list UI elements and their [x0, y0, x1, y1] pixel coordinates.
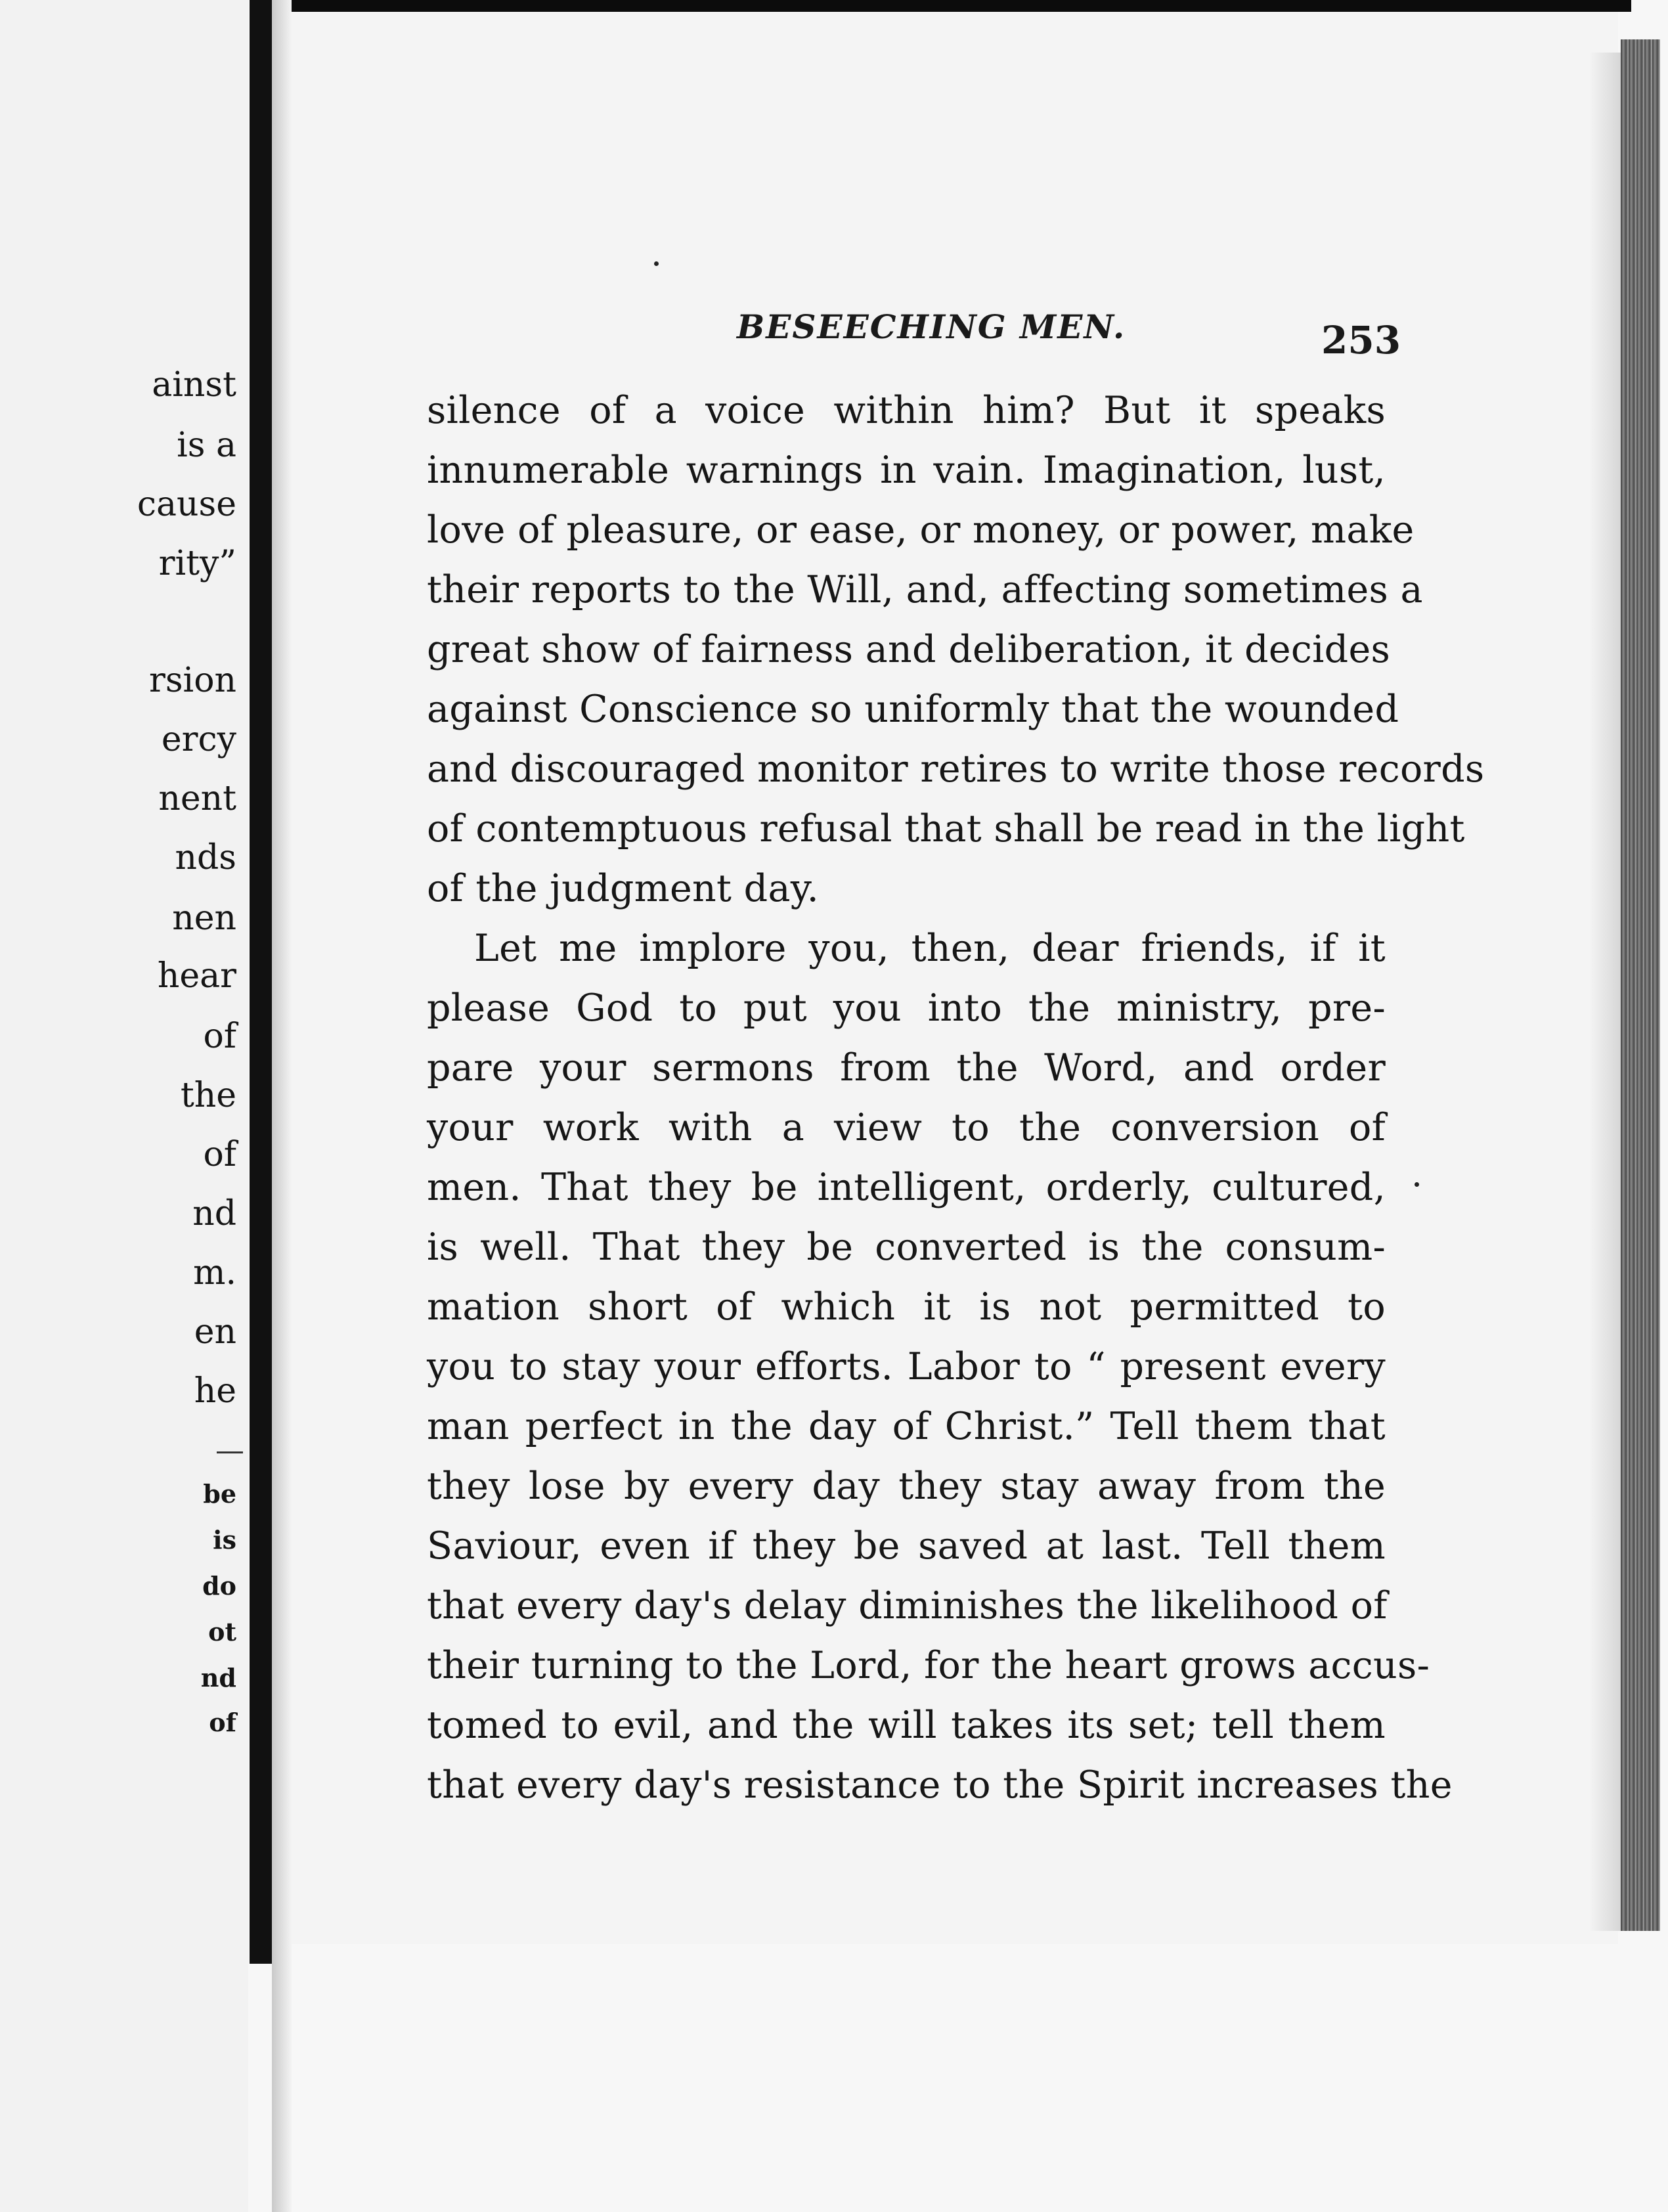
left-fragment: ainst: [152, 365, 236, 405]
text-line: Saviour, even if they be saved at last. Tell them: [427, 1524, 1386, 1568]
left-footnote-fragment: be: [203, 1479, 236, 1509]
running-head: BESEECHING MEN.: [737, 307, 1126, 346]
left-fragment: nd: [192, 1194, 236, 1233]
text-line: your work with a view to the conversion of: [427, 1106, 1386, 1149]
left-fragment: nds: [175, 838, 236, 877]
body-text: [427, 381, 1485, 1815]
text-line: of contemptuous refusal that shall be read in the light: [427, 807, 1465, 851]
scan-speck: [1415, 1182, 1419, 1187]
left-footnote-fragment: of: [209, 1708, 236, 1737]
text-line: you to stay your efforts. Labor to “ present every: [427, 1345, 1386, 1388]
left-fragment: of: [203, 1135, 236, 1174]
left-fragment: rity”: [158, 544, 236, 583]
text-line: and discouraged monitor retires to write those records: [427, 747, 1485, 791]
page-bottom-margin: [292, 1944, 1660, 2212]
book-gutter: [250, 0, 272, 1964]
left-fragment: ercy: [161, 720, 236, 759]
left-fragment: m.: [193, 1253, 236, 1293]
text-line: please God to put you into the ministry, pre-: [427, 986, 1386, 1030]
text-line: Let me implore you, then, dear friends, if it: [474, 927, 1386, 970]
text-line: their reports to the Will, and, affecting sometimes a: [427, 568, 1423, 611]
text-line: that every day's delay diminishes the likelihood of: [427, 1584, 1388, 1627]
text-line: men. That they be intelligent, orderly, cultured,: [427, 1166, 1386, 1209]
scan-speck: [654, 261, 659, 266]
text-line: man perfect in the day of Christ.” Tell them that: [427, 1405, 1386, 1448]
text-line: silence of a voice within him? But it speaks: [427, 389, 1386, 432]
left-fragment: hear: [157, 956, 236, 996]
text-line: that every day's resistance to the Spirit increases the: [427, 1763, 1453, 1807]
left-footnote-rule: [217, 1451, 243, 1453]
text-line: love of pleasure, or ease, or money, or power, make: [427, 508, 1415, 552]
left-facing-page: [0, 0, 248, 2212]
left-fragment: is a: [177, 426, 236, 465]
text-line: great show of fairness and deliberation, it decides: [427, 628, 1391, 671]
text-line: their turning to the Lord, for the heart grows accus-: [427, 1644, 1430, 1687]
left-fragment: nen: [172, 898, 236, 938]
page-right-shade: [1589, 53, 1621, 1931]
text-line: against Conscience so uniformly that the wounded: [427, 688, 1399, 731]
gutter-shadow: [272, 0, 292, 2212]
left-footnote-fragment: ot: [208, 1617, 236, 1647]
left-fragment: nent: [158, 779, 236, 818]
left-fragment: rsion: [149, 661, 236, 700]
left-footnote-fragment: is: [213, 1525, 236, 1555]
left-fragment: of: [203, 1017, 236, 1056]
page-top-edge: [292, 0, 1631, 12]
text-line: pare your sermons from the Word, and order: [427, 1046, 1386, 1090]
left-fragment: the: [180, 1076, 236, 1115]
text-line: is well. That they be converted is the consum-: [427, 1226, 1386, 1269]
book-fore-edge: [1621, 39, 1660, 1931]
text-line: tomed to evil, and the will takes its set; tell them: [427, 1704, 1386, 1747]
text-line: innumerable warnings in vain. Imagination, lust,: [427, 449, 1386, 492]
text-line: they lose by every day they stay away from the: [427, 1465, 1386, 1508]
text-line: mation short of which it is not permitted to: [427, 1285, 1386, 1329]
left-footnote-fragment: do: [202, 1571, 236, 1601]
left-fragment: en: [194, 1312, 236, 1352]
left-footnote-fragment: nd: [200, 1663, 236, 1692]
page-number: 253: [1321, 318, 1401, 363]
left-fragment: he: [194, 1371, 236, 1411]
text-line: of the judgment day.: [427, 867, 820, 910]
left-fragment: cause: [137, 485, 236, 524]
